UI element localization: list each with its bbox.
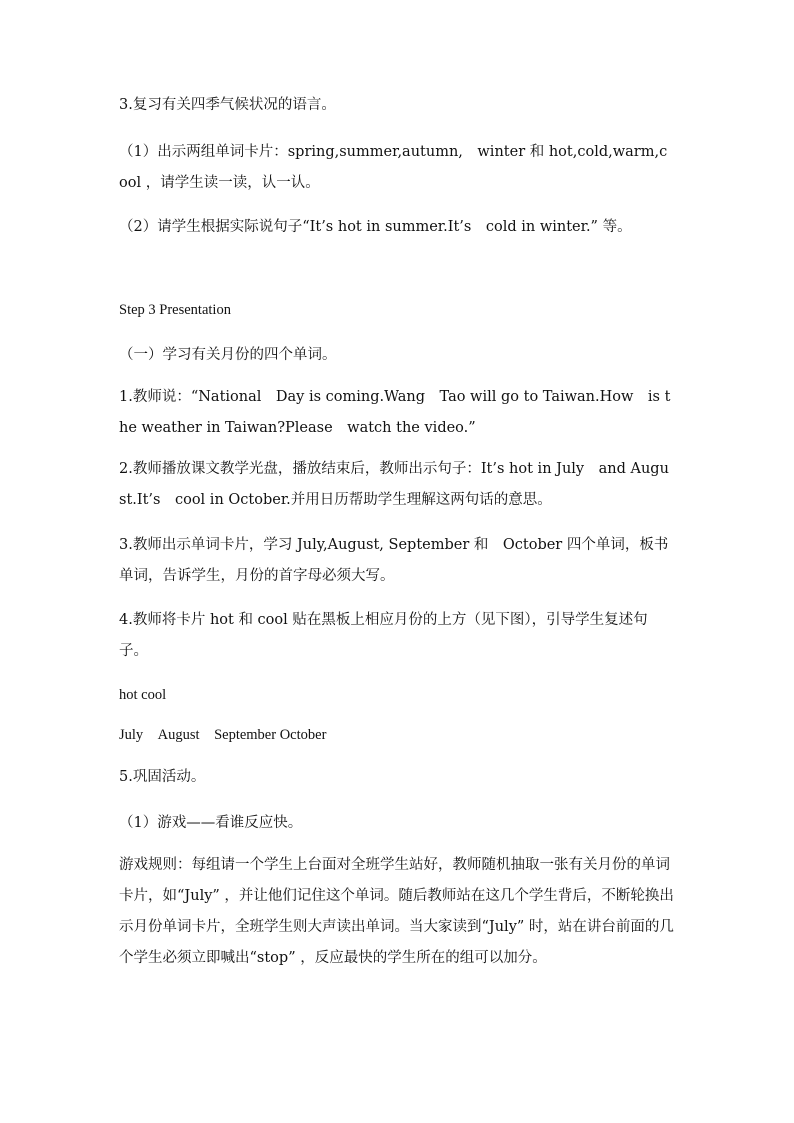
paragraph-say-sentences: （2）请学生根据实际说句子“It’s hot in summer.It’s cold in winter.” 等。 bbox=[119, 219, 632, 235]
paragraph-play-disc: 2.教师播放课文教学光盘，播放结束后，教师出示句子：It’s hot in July and August.It’s cool in October.并用日历帮助学生理解这两句话的意思。 bbox=[119, 461, 669, 508]
paragraph-learn-months: （一）学习有关月份的四个单词。 bbox=[119, 347, 337, 363]
paragraph-word-cards: （1）出示两组单词卡片：spring,summer,autumn, winter 和 hot,cold,warm,cool ，请学生读一读，认一认。 bbox=[119, 144, 668, 191]
paragraph-show-cards: 3.教师出示单词卡片，学习 July,August, September 和 October 四个单词，板书单词，告诉学生，月份的首字母必须大写。 bbox=[119, 537, 669, 584]
paragraph-stick-cards: 4.教师将卡片 hot 和 cool 贴在黑板上相应月份的上方（见下图），引导学生复述句子。 bbox=[119, 612, 648, 659]
paragraph-review-seasons: 3.复习有关四季气候状况的语言。 bbox=[119, 97, 336, 113]
board-line-hot-cool: hot cool bbox=[119, 687, 167, 703]
paragraph-teacher-says: 1.教师说：“National Day is coming.Wang Tao will go to Taiwan.How is the weather in Taiwan?Please watch the video.” bbox=[119, 389, 671, 436]
paragraph-consolidation: 5.巩固活动。 bbox=[119, 769, 206, 785]
board-line-months: July August September October bbox=[119, 727, 327, 743]
paragraph-game-title: （1）游戏——看谁反应快。 bbox=[119, 815, 303, 831]
section-heading-presentation: Step 3 Presentation bbox=[119, 302, 231, 318]
paragraph-game-rules: 游戏规则：每组请一个学生上台面对全班学生站好，教师随机抽取一张有关月份的单词卡片，如“July” ，并让他们记住这个单词。随后教师站在这几个学生背后，不断轮换出示月份单词卡片，全班学生则大声读出单词。当大家读到“July” 时，站在讲台前面的几个学生必须立即喊出“stop” ，反应最快的学生所在的组可以加分。 bbox=[119, 857, 674, 966]
